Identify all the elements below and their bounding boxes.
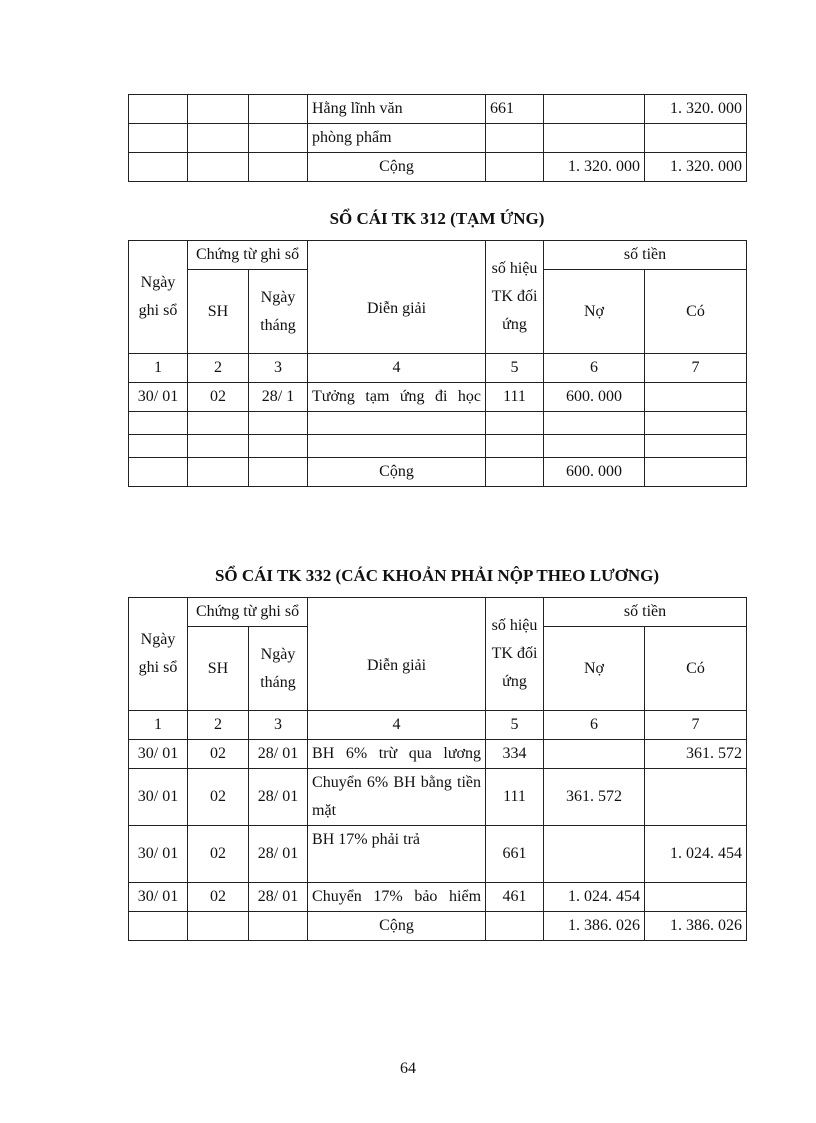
- cell-credit: 1. 024. 454: [645, 826, 747, 883]
- total-debit: 600. 000: [544, 458, 645, 487]
- header-sh: SH: [188, 270, 249, 354]
- cell-date: 30/ 01: [129, 769, 188, 826]
- cell-description: Hằng lĩnh văn: [308, 95, 486, 124]
- column-number-row: [129, 711, 747, 740]
- cell-day: 28/ 01: [249, 883, 308, 912]
- total-label: Cộng: [308, 458, 486, 487]
- cell-debit: [544, 412, 645, 435]
- cell-description: phòng phẩm: [308, 124, 486, 153]
- cell-description: Chuyển 17% bảo hiểm: [308, 883, 486, 912]
- cell-account: 111: [486, 769, 544, 826]
- col-number: 3: [249, 354, 308, 383]
- header-sh: SH: [188, 627, 249, 711]
- cell-day: 28/ 1: [249, 383, 308, 412]
- total-credit: 1. 386. 026: [645, 912, 747, 941]
- ledger-332-title: SỔ CÁI TK 332 (CÁC KHOẢN PHẢI NỘP THEO LƯƠNG): [214, 566, 660, 585]
- col-number: 4: [308, 711, 486, 740]
- cell-date: [129, 412, 188, 435]
- cell-sh: [188, 153, 249, 182]
- cell-description: Tưởng tạm ứng đi học: [308, 383, 486, 412]
- table-row: [129, 826, 747, 883]
- total-debit: 1. 320. 000: [544, 153, 645, 182]
- cell-sh: 02: [188, 383, 249, 412]
- cell-account: [486, 124, 544, 153]
- cell-debit: [544, 740, 645, 769]
- cell-description: Chuyển 6% BH bằng tiền mặt: [308, 769, 486, 826]
- cell-date: [129, 124, 188, 153]
- cell-date: [129, 95, 188, 124]
- cell-debit: [544, 826, 645, 883]
- col-number: 6: [544, 711, 645, 740]
- table-row: [129, 95, 747, 124]
- cell-date: 30/ 01: [129, 383, 188, 412]
- ledger-332-table: [128, 597, 747, 941]
- header-debit: Nợ: [544, 270, 645, 354]
- cell-day: 28/ 01: [249, 769, 308, 826]
- cell-credit: [645, 383, 747, 412]
- col-number: 1: [129, 711, 188, 740]
- header-date: Ngày ghi sổ: [129, 241, 188, 354]
- header-amount: số tiền: [544, 598, 747, 627]
- cell-account: 334: [486, 740, 544, 769]
- cell-date: [129, 435, 188, 458]
- header-credit: Có: [645, 270, 747, 354]
- cell-day: [249, 435, 308, 458]
- col-number: 2: [188, 711, 249, 740]
- cell-sh: [188, 95, 249, 124]
- cell-sh: 02: [188, 883, 249, 912]
- total-debit: 1. 386. 026: [544, 912, 645, 941]
- header-credit: Có: [645, 627, 747, 711]
- col-number: 7: [645, 354, 747, 383]
- col-number: 2: [188, 354, 249, 383]
- cell-account: 461: [486, 883, 544, 912]
- cell-debit: 600. 000: [544, 383, 645, 412]
- header-account: số hiệu TK đối ứng: [486, 241, 544, 354]
- header-row: [129, 241, 747, 270]
- continuation-table: [128, 94, 747, 182]
- cell-date: [129, 153, 188, 182]
- cell-credit: 1. 320. 000: [645, 95, 747, 124]
- cell-date: 30/ 01: [129, 826, 188, 883]
- cell-credit: [645, 769, 747, 826]
- ledger-312-table: [128, 240, 747, 487]
- cell-empty: [188, 458, 249, 487]
- col-number: 5: [486, 711, 544, 740]
- header-description: Diễn giải: [308, 241, 486, 354]
- cell-empty: [486, 912, 544, 941]
- header-voucher: Chứng từ ghi sổ: [188, 598, 308, 627]
- cell-account: 661: [486, 95, 544, 124]
- header-day: Ngày tháng: [249, 627, 308, 711]
- cell-account: [486, 412, 544, 435]
- total-label: Cộng: [308, 912, 486, 941]
- total-row: [129, 153, 747, 182]
- col-number: 7: [645, 711, 747, 740]
- col-number: 6: [544, 354, 645, 383]
- cell-day: [249, 124, 308, 153]
- table-row: [129, 740, 747, 769]
- cell-sh: 02: [188, 826, 249, 883]
- cell-account: 111: [486, 383, 544, 412]
- cell-description: BH 6% trừ qua lương: [308, 740, 486, 769]
- table-row: [129, 435, 747, 458]
- table-row: [129, 383, 747, 412]
- header-account: số hiệu TK đối ứng: [486, 598, 544, 711]
- col-number: 4: [308, 354, 486, 383]
- col-number: 1: [129, 354, 188, 383]
- ledger-312-title: SỔ CÁI TK 312 (TẠM ỨNG): [329, 209, 545, 228]
- header-debit: Nợ: [544, 627, 645, 711]
- total-credit: [645, 458, 747, 487]
- cell-credit: 361. 572: [645, 740, 747, 769]
- cell-date: 30/ 01: [129, 740, 188, 769]
- cell-empty: [129, 458, 188, 487]
- cell-sh: [188, 412, 249, 435]
- cell-description: [308, 412, 486, 435]
- header-day: Ngày tháng: [249, 270, 308, 354]
- header-voucher: Chứng từ ghi sổ: [188, 241, 308, 270]
- cell-empty: [188, 912, 249, 941]
- total-row: [129, 912, 747, 941]
- cell-account: [486, 435, 544, 458]
- cell-account: 661: [486, 826, 544, 883]
- header-date: Ngày ghi sổ: [129, 598, 188, 711]
- cell-credit: [645, 435, 747, 458]
- cell-debit: 1. 024. 454: [544, 883, 645, 912]
- cell-credit: [645, 883, 747, 912]
- col-number: 3: [249, 711, 308, 740]
- header-description: Diễn giải: [308, 598, 486, 711]
- cell-empty: [129, 912, 188, 941]
- header-row: [129, 598, 747, 627]
- cell-sh: 02: [188, 740, 249, 769]
- table-row: [129, 883, 747, 912]
- cell-date: 30/ 01: [129, 883, 188, 912]
- cell-credit: [645, 124, 747, 153]
- cell-empty: [249, 912, 308, 941]
- cell-credit: [645, 412, 747, 435]
- page-number: 64: [400, 1060, 416, 1077]
- cell-debit: 361. 572: [544, 769, 645, 826]
- cell-day: [249, 153, 308, 182]
- table-row: [129, 124, 747, 153]
- cell-description: [308, 435, 486, 458]
- cell-sh: [188, 124, 249, 153]
- cell-debit: [544, 124, 645, 153]
- cell-day: 28/ 01: [249, 740, 308, 769]
- column-number-row: [129, 354, 747, 383]
- cell-day: [249, 95, 308, 124]
- total-credit: 1. 320. 000: [645, 153, 747, 182]
- cell-sh: [188, 435, 249, 458]
- table-row: [129, 412, 747, 435]
- col-number: 5: [486, 354, 544, 383]
- cell-day: 28/ 01: [249, 826, 308, 883]
- cell-empty: [249, 458, 308, 487]
- cell-account: [486, 153, 544, 182]
- cell-debit: [544, 435, 645, 458]
- total-label: Cộng: [308, 153, 486, 182]
- cell-day: [249, 412, 308, 435]
- cell-empty: [486, 458, 544, 487]
- cell-debit: [544, 95, 645, 124]
- cell-description: BH 17% phải trả: [308, 826, 486, 883]
- cell-sh: 02: [188, 769, 249, 826]
- table-row: [129, 769, 747, 826]
- header-amount: số tiền: [544, 241, 747, 270]
- total-row: [129, 458, 747, 487]
